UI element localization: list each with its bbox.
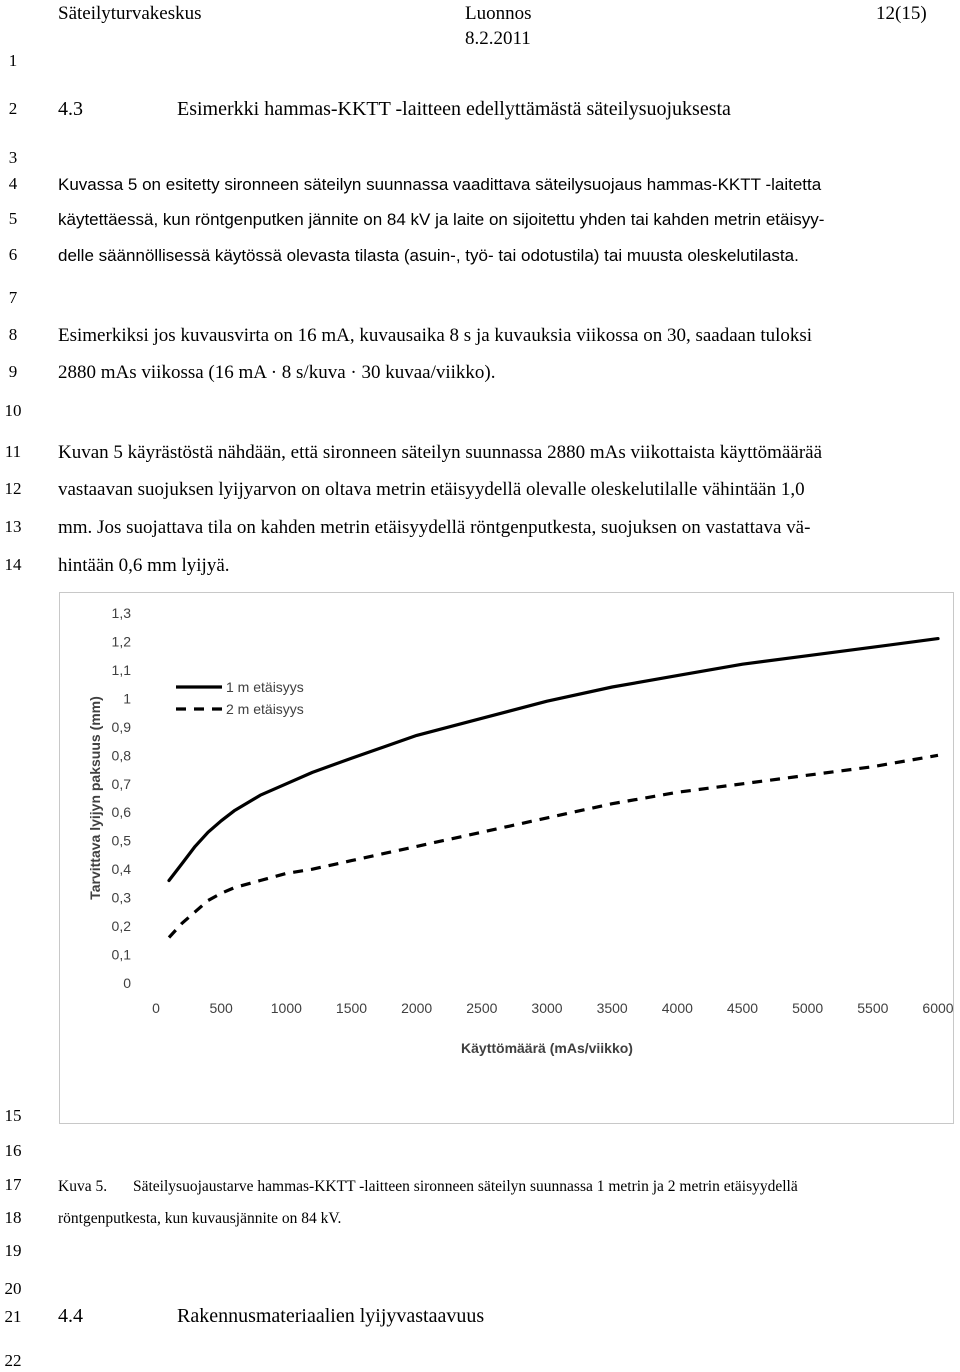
x-tick-label: 1000 [270,1000,302,1016]
line-number: 20 [4,1279,22,1298]
x-tick-label: 0 [152,1000,160,1016]
line-number: 5 [8,209,18,228]
figure-chart-frame [59,592,954,1124]
x-tick-label: 5500 [857,1000,889,1016]
paragraph-line: käytettäessä, kun röntgenputken jännite on 84 kV ja laite on sijoitettu yhden tai kahden metrin etäisyy- [58,210,825,229]
line-number: 12 [4,479,22,498]
paragraph-line: hintään 0,6 mm lyijyä. [58,555,230,576]
y-tick-label: 0,2 [111,918,131,935]
paragraph-line: Kuvassa 5 on esitetty sironneen säteilyn suunnassa vaadittava säteilysuojaus hammas-KKTT -laitetta [58,175,822,194]
line-chart [60,593,955,1125]
x-axis-label: Käyttömäärä (mAs/viikko) [461,1040,633,1056]
y-tick-label: 0,4 [111,861,131,878]
line-number: 18 [4,1208,22,1227]
y-tick-label: 0,1 [111,946,131,963]
line-number: 3 [8,148,18,167]
y-tick-label: 0 [123,975,131,991]
line-number: 9 [8,362,18,381]
series-line-1 [169,639,938,881]
paragraph-line: vastaavan suojuksen lyijyarvon on oltava metrin etäisyydellä olevalle oleskelutilalle vähintään 1,0 [58,479,805,500]
x-tick-label: 6000 [922,1000,954,1016]
y-tick-label: 1,2 [111,633,131,650]
series-line-2 [169,755,938,937]
paragraph-line: mm. Jos suojattava tila on kahden metrin etäisyydellä röntgenputkesta, suojuksen on vastattava vä- [58,517,811,538]
x-tick-label: 3500 [596,1000,628,1016]
section-number: 4.4 [58,1305,83,1327]
header-date: 8.2.2011 [465,28,531,49]
y-tick-label: 1,1 [111,661,131,678]
x-tick-label: 4000 [661,1000,693,1016]
figure-caption-text: Säteilysuojaustarve hammas-KKTT -laitteen sironneen säteilyn suunnassa 1 metrin ja 2 metrin etäisyydellä [133,1178,798,1195]
line-number: 1 [8,51,18,70]
line-number: 15 [4,1106,22,1125]
line-number: 14 [4,555,22,574]
y-tick-label: 1,3 [111,605,131,621]
line-number: 11 [4,442,22,461]
paragraph-line: 2880 mAs viikossa (16 mA · 8 s/kuva · 30 kuvaa/viikko). [58,362,496,383]
section-title: Esimerkki hammas-KKTT -laitteen edellyttämästä säteilysuojuksesta [177,98,731,120]
line-number: 19 [4,1241,22,1260]
y-tick-label: 0,6 [111,804,131,821]
x-tick-label: 5000 [792,1000,824,1016]
paragraph-line: Kuvan 5 käyrästöstä nähdään, että sironneen säteilyn suunnassa 2880 mAs viikottaista käyttömäärää [58,442,823,463]
paragraph-line: Esimerkiksi jos kuvausvirta on 16 mA, kuvausaika 8 s ja kuvauksia viikossa on 30, saadaan tuloksi [58,325,813,346]
header-organization: Säteilyturvakeskus [58,3,202,24]
line-number: 21 [4,1307,22,1326]
x-tick-label: 4500 [726,1000,759,1016]
x-tick-label: 1500 [335,1000,368,1016]
line-number: 22 [4,1351,22,1370]
x-tick-label: 500 [209,1000,233,1016]
line-number: 17 [4,1175,22,1194]
y-tick-label: 0,8 [111,747,131,764]
line-number: 16 [4,1141,22,1160]
line-number: 8 [8,325,18,344]
legend-label-1: 1 m etäisyys [226,679,304,695]
figure-caption-label: Kuva 5. [58,1178,108,1195]
figure-caption-text: röntgenputkesta, kun kuvausjännite on 84 kV. [58,1210,342,1227]
line-number: 6 [8,245,18,264]
section-number: 4.3 [58,98,83,120]
x-tick-label: 2000 [401,1000,433,1016]
y-axis-label: Tarvittava lyijyn paksuus (mm) [87,696,103,900]
y-tick-label: 1 [123,690,131,707]
paragraph-line: delle säännöllisessä käytössä olevasta tilasta (asuin-, työ- tai odotustila) tai muusta oleskelutilasta. [58,246,799,265]
x-tick-label: 3000 [531,1000,563,1016]
section-title: Rakennusmateriaalien lyijyvastaavuus [177,1305,485,1327]
header-page-number: 12(15) [876,3,927,24]
line-number: 10 [4,401,22,420]
line-number: 7 [8,288,18,307]
legend-label-2: 2 m etäisyys [226,701,304,717]
y-tick-label: 0,5 [111,832,131,849]
line-number: 13 [4,517,22,536]
line-number: 2 [8,99,18,118]
line-number: 4 [8,174,18,193]
y-tick-label: 0,9 [111,718,131,735]
y-tick-label: 0,3 [111,889,131,906]
header-status: Luonnos [465,3,532,24]
x-tick-label: 2500 [466,1000,498,1016]
y-tick-label: 0,7 [111,775,131,792]
